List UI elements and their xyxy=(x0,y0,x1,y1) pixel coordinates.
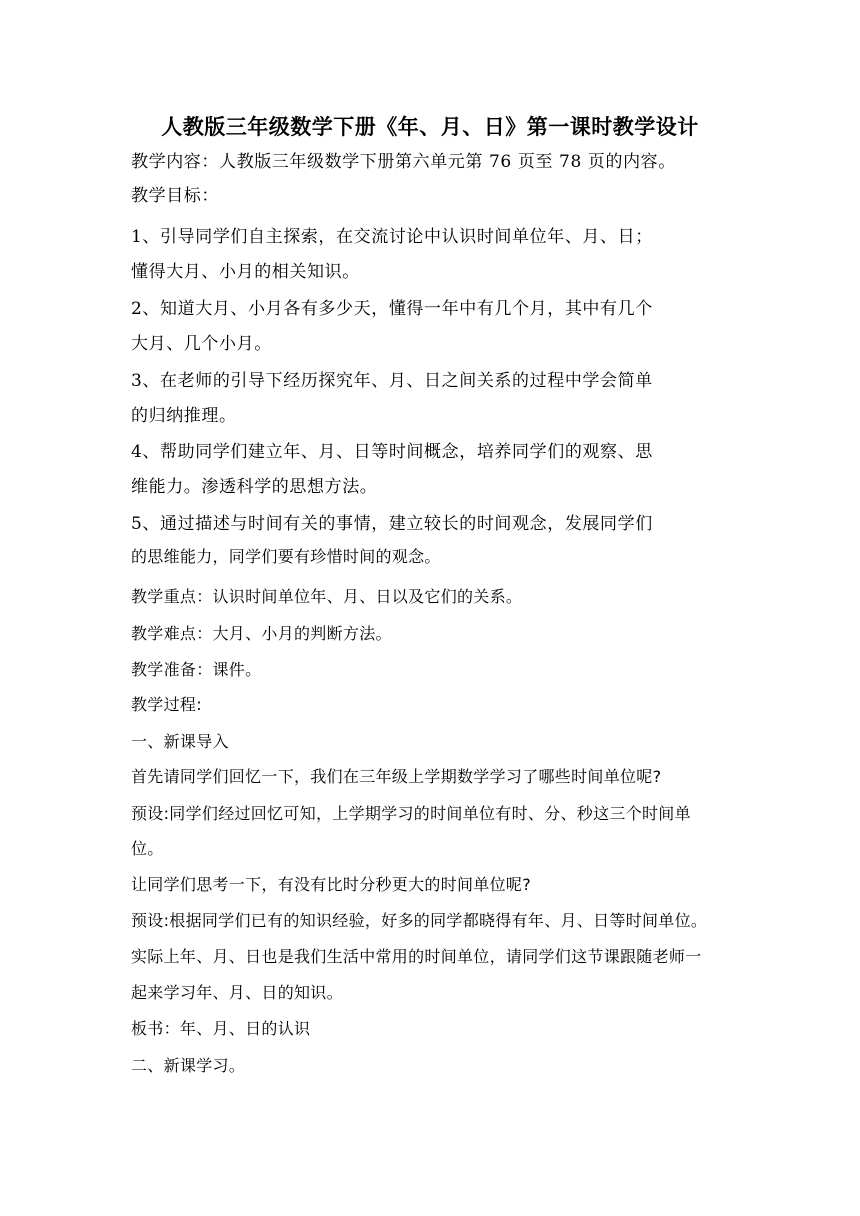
paragraph-2-line-1: 预设:同学们经过回忆可知，上学期学习的时间单位有时、分、秒这三个时间单 xyxy=(131,804,691,823)
key-point: 教学重点：认识时间单位年、月、日以及它们的关系。 xyxy=(131,587,523,606)
objective-3-line-1: 3、在老师的引导下经历探究年、月、日之间关系的过程中学会简单 xyxy=(131,371,653,391)
objective-3-line-2: 的归纳推理。 xyxy=(131,406,237,426)
objective-2-line-2: 大月、几个小月。 xyxy=(131,334,272,354)
board-writing: 板书：年、月、日的认识 xyxy=(131,1019,311,1038)
paragraph-5-line-1: 实际上年、月、日也是我们生活中常用的时间单位，请同学们这节课跟随老师一 xyxy=(131,947,702,966)
paragraph-4: 预设:根据同学们已有的知识经验，好多的同学都晓得有年、月、日等时间单位。 xyxy=(131,911,708,930)
teaching-content: 教学内容：人教版三年级数学下册第六单元第 76 页至 78 页的内容。 xyxy=(131,152,676,172)
objective-2-line-1: 2、知道大月、小月各有多少天，懂得一年中有几个月，其中有几个 xyxy=(131,299,653,319)
objective-5-line-2: 的思维能力，同学们要有珍惜时间的观念。 xyxy=(131,547,441,566)
objective-4-line-1: 4、帮助同学们建立年、月、日等时间概念，培养同学们的观察、思 xyxy=(131,442,653,462)
objective-4-line-2: 维能力。渗透科学的思想方法。 xyxy=(131,477,378,497)
paragraph-2-line-2: 位。 xyxy=(131,839,164,858)
paragraph-3: 让同学们思考一下，有没有比时分秒更大的时间单位呢? xyxy=(131,875,531,894)
document-title: 人教版三年级数学下册《年、月、日》第一课时教学设计 xyxy=(161,114,699,139)
paragraph-5-line-2: 起来学习年、月、日的知识。 xyxy=(131,983,343,1002)
process-heading: 教学过程: xyxy=(131,695,202,714)
section-2-heading: 二、新课学习。 xyxy=(131,1056,246,1075)
objectives-heading: 教学目标： xyxy=(131,186,219,206)
section-1-heading: 一、新课导入 xyxy=(131,732,229,751)
objective-1-line-2: 懂得大月、小月的相关知识。 xyxy=(131,262,360,282)
paragraph-1: 首先请同学们回忆一下，我们在三年级上学期数学学习了哪些时间单位呢? xyxy=(131,767,662,786)
objective-1-line-1: 1、引导同学们自主探索，在交流讨论中认识时间单位年、月、日； xyxy=(131,227,653,247)
difficulty: 教学难点：大月、小月的判断方法。 xyxy=(131,624,392,643)
objective-5-line-1: 5、通过描述与时间有关的事情，建立较长的时间观念，发展同学们 xyxy=(131,514,653,534)
preparation: 教学准备：课件。 xyxy=(131,660,262,679)
